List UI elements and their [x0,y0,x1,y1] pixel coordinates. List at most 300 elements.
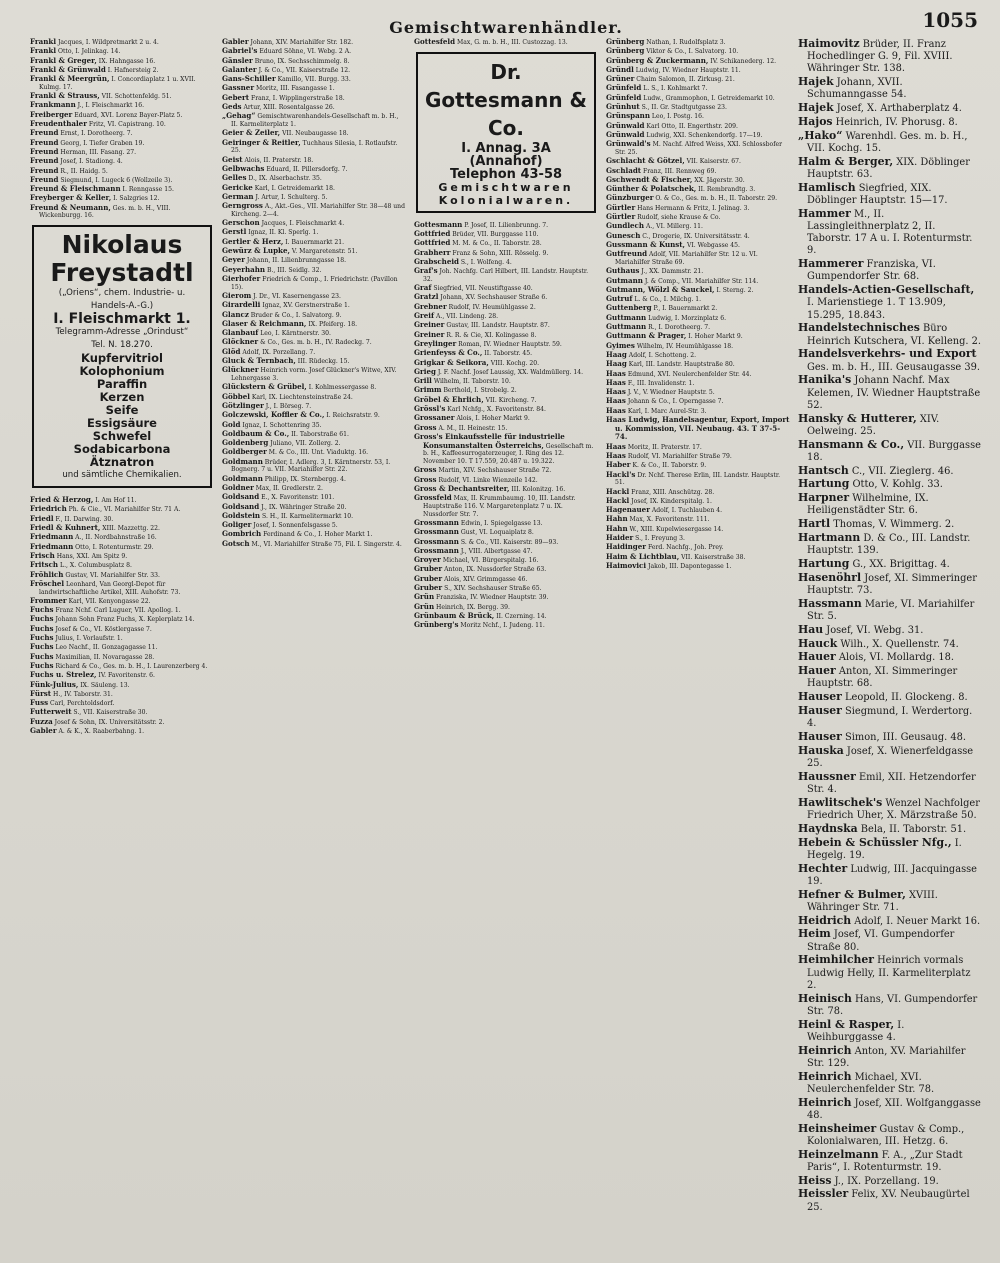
directory-entry [606,562,790,571]
entry-address: Johann, XVII. Schumanngasse 54. [807,77,907,101]
entry-name: Grüner [606,74,635,84]
entry-name: Glancz [222,309,249,319]
entry-name: Hauck [798,636,838,650]
directory-entry [222,219,406,228]
directory-entry [222,458,406,474]
entry-address: Anton, XV. Mariahilfer Str. 129. [807,1045,966,1069]
directory-entry [30,634,214,643]
entry-name: Grimm [414,385,442,395]
entry-name: Fuzza [30,716,53,726]
entry-address: M., II. Lassingleithnerplatz 2, II. Taborstr. 17 A u. I. Rotenturmstr. 9. [807,208,973,257]
entry-name: Hantsch [798,463,849,477]
entry-address: Gust, VI. Loquaiplatz 8. [458,529,534,537]
entry-address: Heinrich vormals Ludwig Helly, II. Karmeliterplatz 2. [807,955,971,991]
entry-address: Büro Heinrich Kutschera, VI. Kelleng. 2. [807,323,982,347]
entry-address: VII. Kaiserstr. 67. [684,158,741,166]
entry-address: Franz & Sohn, XIII. Rösselg. 9. [450,249,549,257]
entry-name: Haider [606,533,634,543]
directory-entry [606,286,790,295]
entry-name: Fuchs [30,633,54,643]
entry-name: Gross [414,465,437,475]
entry-name: Gewürz & Lupke, [222,246,290,256]
entry-name: Graf [414,283,432,293]
ad-line-1: Gemischtwaren [438,180,574,194]
entry-name: Grigkar & Seikora, [414,357,489,367]
entry-address: Wilhelm, II. Taborstr. 10. [431,378,511,386]
entry-name: Gelbwachs [222,163,265,173]
directory-entry [798,665,982,690]
entry-address: Ph. & Cie., VI. Mariahilfer Str. 71 A. [66,506,181,514]
entry-address: VII. Burggasse 18. [807,439,981,463]
entry-name: Gottesfeld [414,37,456,46]
directory-entry [606,388,790,397]
entry-name: Geds [222,102,242,112]
entry-address: Max, II. Gredlerstr. 2. [253,484,323,492]
entry-name: Fuchs [30,642,54,652]
entry-address: Jakob, III. Dapontegasse 1. [646,562,732,570]
entry-address: J., IX. Währinger Straße 20. [259,503,347,511]
directory-entry [798,731,982,744]
entry-name: Gottesmann [414,219,463,229]
entry-address: XVIII. Währinger Str. 71. [807,889,938,913]
entry-address: O. & Co., Ges. m. b. H., II. Taborstr. 29. [653,195,778,203]
entry-address: M. M. & Co., II. Taborstr. 28. [450,240,542,248]
entry-address: Hans, XXI. Am Spitz 9. [54,552,128,560]
entry-address: Brüder, I. Adlerg. 3, I. Kärntnerstr. 53, I. Bognerg. 7 u. VII. Mariahilfer Str. 22. [231,458,391,474]
directory-entry [414,303,598,312]
entry-address: Max, G. m. b. H., III. Custozzag. 13. [455,39,568,46]
entry-name: Grünberg's [414,620,459,630]
entry-address: Berthold, I. Strobelg. 2. [441,387,517,395]
column-2 [222,38,406,1214]
entry-name: Freund [30,137,59,147]
entry-address: I. Marienstiege 1. T 13.909, 15.295, 18.843. [807,297,946,321]
entry-address: Karl Nchfg., X. Favoritenstr. 84. [445,406,546,414]
page-number: 1055 [922,8,978,32]
entry-address: Warenhdl. Ges. m. b. H., VII. Kochg. 15. [807,130,968,154]
entry-address: Bruno, IX. Sechsschimmelg. 8. [252,57,350,65]
directory-entry [798,116,982,129]
entry-name: Gratzl [414,292,439,302]
entry-address: Max, II. Krummbaumg. 10, III. Landstr. Hauptstraße 116. V. Margaretenplatz 7 u. IX. Nussdorfer Str. 7. [423,495,576,518]
directory-entry [414,494,598,518]
entry-name: Gierhofer [222,273,261,283]
entry-address: Karl Otto, II. Engerthstr. 209. [644,122,738,130]
directory-entry [798,993,982,1018]
entry-name: Grossmann [414,536,459,546]
entry-name: Gründl [606,64,634,74]
entry-address: Alois, XIV. Grimmgasse 46. [442,575,528,583]
entry-name: Göbbel [222,391,250,401]
entry-address: Johann, XV. Sechshauser Straße 6. [438,294,548,302]
directory-entry [798,837,982,862]
entry-address: Artur, XIII. Rosentalgasse 26. [241,104,335,112]
entry-name: Gundlech [606,221,645,231]
directory-entry [798,1149,982,1174]
ad-ware: Kolophonium [79,364,165,379]
entry-name: Goldmann [222,456,263,466]
directory-entry [798,1175,982,1188]
entry-name: Goldsand [222,501,260,511]
entry-name: Gross's Einkaufsstelle für industrielle Konsumanstalten Österreichs, [414,431,565,450]
entry-address: Josef & Sohn, IX. Universitätsstr. 2. [52,718,165,726]
entry-address: I. Kohlmessergasse 8. [306,384,377,392]
entry-address: R., I. Dorotheerg. 7. [646,324,711,332]
directory-entry [606,351,790,360]
entry-name: Hauser [798,703,842,717]
entry-address: Josef, IX. Kinderspitalg. 1. [629,497,712,505]
entry-name: Gold [222,419,241,429]
entry-name: Gruber [414,583,443,593]
directory-entry [414,359,598,368]
directory-entry [414,593,598,602]
directory-entry [414,466,598,475]
directory-entry [798,532,982,557]
entry-address: Eduard, II. Pillersdorfg. 7. [264,165,348,173]
entry-address: R. R. & Cie, XI. Kolingasse 8. [444,331,537,339]
entry-address: I. Reichsratstr. 9. [324,412,380,420]
entry-name: Grün [414,601,435,611]
entry-name: Gericke [222,182,253,192]
entry-name: Hauser [798,690,842,704]
directory-entry [606,488,790,497]
directory-entry [30,625,214,634]
entry-name: Friedrich [30,504,67,514]
entry-address: Viktor & Co., I. Salvatorg. 10. [644,48,739,56]
entry-address: S., XIV. Sechshauser Straße 65. [442,585,542,593]
entry-address: F., II. Darwing. 30. [53,515,114,523]
entry-address: Johann, XIV. Mariahilfer Str. 182. [248,39,354,46]
entry-address: Ernst, I. Dorotheerg. 7. [58,130,133,138]
entry-name: Haim & Lichtblau, [606,551,680,561]
directory-entry [798,638,982,651]
entry-address: Otto, V. Kohlg. 33. [849,479,943,491]
entry-name: Grünberg [606,37,645,46]
entry-name: Gutmann, Wölzl & Sauckel, [606,284,715,294]
entry-address: II. Taborstraße 61. [289,430,349,438]
entry-name: Harpner [798,491,850,505]
entry-address: A. & K., X. Raaberbahng. 1. [56,727,145,735]
entry-address: Martin, XIV. Sechshauser Straße 72. [436,467,552,475]
entry-address: Ges. m. b. H., VIII. Wickenburgg. 16. [39,204,171,220]
entry-address: Anton, XI. Simmeringer Hauptstr. 68. [807,666,958,690]
entry-name: Grieg [414,366,436,376]
entry-name: Hackl's [606,469,636,479]
entry-address: J. Artur, I. Schulterg. 5. [253,193,328,201]
entry-address: Kamillo, VII. Burgg. 33. [275,76,351,84]
entry-name: Graf's [414,266,438,276]
directory-entry [222,275,406,291]
directory-entry [798,102,982,115]
entry-address: Ignaz, XV. Gerstnerstraße 1. [260,302,350,310]
directory-entry [30,38,214,47]
directory-columns [30,38,982,1214]
directory-entry [798,1123,982,1148]
entry-address: S. & Co., VII. Kaiserstr. 89—93. [458,538,559,546]
entry-address: A., VI. Millerg. 11. [644,223,703,231]
entry-address: Thomas, V. Wimmerg. 2. [830,519,955,531]
directory-entry [414,547,598,556]
entry-address: Jacques, I. Wildpretmarkt 2 u. 4. [56,39,159,46]
entry-name: Grill [414,376,432,386]
entry-name: Gabler [222,37,249,46]
page-header [30,8,982,38]
entry-address: S., I. Freyung 3. [633,535,685,543]
entry-address: Simon, III. Geusaug. 48. [841,731,966,743]
entry-address: Gesellschaft m. b. H., Kaffeesurrogaterzeuger, I. Ring des 12. November 10. T 17.559, 20.487 u. 19.322. [423,442,594,466]
entry-name: Hawlitschek's [798,795,883,809]
directory-entry [222,112,406,128]
entry-name: Hartung [798,477,850,491]
entry-address: III. Rüdeckg. 15. [295,358,350,366]
entry-name: Haimovici [606,560,647,570]
directory-entry [222,139,406,155]
entry-name: Gschlacht & Götzel, [606,156,685,166]
entry-name: Heissler [798,1187,849,1201]
entry-name: Hassmann [798,596,862,610]
ad-line-2: Kolonialwaren. [438,193,574,207]
ad-title: Nikolaus Freystadtl [50,230,194,288]
entry-address: Alois, I. Hoher Markt 9. [454,415,530,423]
entry-address: Wilhelmine, IX. Heiligenstädter Str. 6. [807,493,929,517]
entry-address: VII. Neubaugasse 18. [280,130,349,138]
entry-name: Greiner [414,329,445,339]
entry-address: I. Salzgries 12. [111,195,160,203]
entry-name: Futterweit [30,707,72,717]
entry-name: Grün [414,592,435,602]
directory-entry [798,478,982,491]
entry-name: Freund [30,174,59,184]
entry-name: Götzlinger [222,400,264,410]
entry-name: Guttmann [606,322,647,332]
entry-address: Ges. m. b. H., III. Geusaugasse 39. [807,361,980,373]
ad-ware: Schwefel [92,429,152,444]
ad-wares-list [40,352,204,469]
entry-name: Gruber [414,573,443,583]
entry-name: Hefner & Bulmer, [798,887,906,901]
entry-name: Grünwald's [606,139,651,149]
entry-name: Haussner [798,769,856,783]
entry-name: Gschladt [606,165,642,175]
entry-address: I. Hafnersteig 2. [105,66,159,74]
entry-address: Eduard Söhne, VI. Webg. 2 A. [257,48,352,56]
entry-name: Gluck & Ternbach, [222,356,296,366]
entry-address: Karl, I. Getreidemarkt 18. [252,184,335,192]
entry-address: Siegmund, I. Lugeck 6 (Wollzeile 3). [58,176,173,184]
entry-name: Haas [606,377,626,387]
entry-name: Gottfried [414,238,451,248]
entry-name: Fuchs [30,623,54,633]
entry-name: Guttmann & Prager, [606,331,687,341]
entry-name: Hansky & Hutterer, [798,411,917,425]
entry-name: Hanika's [798,373,852,387]
entry-name: Freund & Fleischmann [30,184,121,194]
entry-address: J., IX. Porzellang. 19. [831,1175,939,1187]
entry-name: Grossmann [414,527,459,537]
entry-address: Michael, XVI. Neulerchenfelder Str. 78. [807,1071,935,1095]
entry-name: Gross [414,422,437,432]
entry-name: Gierom [222,290,252,300]
directory-entry [798,863,982,888]
directory-entry [798,691,982,704]
entry-address: S., II. Gr. Stadtgutgasse 23. [639,104,727,112]
directory-entry [798,598,982,623]
entry-name: Handels-Actien-Gesellschaft, [798,283,975,297]
entry-name: Grössl's [414,404,446,414]
entry-name: Grossfeld [414,493,452,503]
entry-address: XIX. Döblinger Hauptstr. 63. [807,156,970,180]
entry-name: Hauser [798,729,842,743]
directory-entry [222,338,406,347]
directory-entry [606,250,790,266]
entry-name: Heidrich [798,913,852,927]
ad-address: I. Annag. 3A (Annahof) [461,140,551,169]
entry-name: Geyerhahn [222,264,266,274]
entry-address: Otto, I. Rotenturmstr. 29. [73,543,154,551]
directory-entry [798,439,982,464]
directory-entry [798,182,982,207]
directory-entry [798,518,982,531]
entry-name: Frankmann [30,100,76,110]
directory-entry [222,247,406,256]
entry-address: Josef, X. Wienerfeldgasse 25. [807,745,974,769]
directory-entry [606,443,790,452]
entry-name: Greiner [414,320,445,330]
entry-name: Fuchs u. Strelez, [30,670,97,680]
entry-address: A. M., II. Heinestr. 15. [436,424,508,432]
entry-name: Fuchs [30,614,54,624]
entry-address: L. & Co., I. Milchg. 1. [632,296,702,304]
entry-name: Gröbel & Ehrlich, [414,394,484,404]
entry-name: Gassner [222,83,255,93]
entry-address: J., VIII. Albertgasse 47. [458,547,533,555]
entry-name: Freudenthaler [30,119,87,129]
entry-name: Haimovitz [798,37,860,50]
entry-name: Grünwald [606,120,645,130]
entry-address: VI. Webgasse 45. [685,241,740,249]
entry-address: Max, X. Favoritenstr. 111. [627,516,710,524]
entry-name: Hartl [798,517,831,531]
entry-name: Gabriel's [222,46,258,56]
entry-address: Leo, I. Kärntnerstr. 30. [258,330,331,338]
entry-name: Goldstein [222,510,261,520]
entry-name: Goliger [222,520,252,530]
directory-entry [30,643,214,652]
entry-address: Josef, VI. Webg. 31. [823,624,924,636]
entry-address: IX. Säuleng. 13. [78,681,130,689]
directory-entry [798,928,982,953]
entry-address: Franziska, IV. Wiedner Hauptstr. 39. [434,594,549,602]
entry-name: Fritsch [30,560,59,570]
entry-name: „Hako“ [798,128,843,142]
entry-name: Gschwendt & Fischer, [606,174,693,184]
directory-entry [30,204,214,220]
entry-name: Glaser & Reichmann, [222,318,307,328]
entry-name: Haas [606,396,626,406]
directory-entry [30,727,214,736]
entry-name: Frankl [30,46,57,56]
ad-phone: Telephon 43-58 [449,166,563,182]
entry-name: Haas [606,387,626,397]
entry-address: VII. Schottenfeldg. 51. [99,93,172,101]
entry-name: Gürtler [606,212,636,222]
entry-address: Leopold, II. Glockeng. 8. [841,692,968,704]
entry-name: Heinsheimer [798,1121,877,1135]
entry-address: III. Kolonitzg. 16. [509,485,566,493]
entry-name: Freund [30,165,59,175]
directory-entry [222,84,406,93]
entry-address: Wenzel Nachfolger Friedrich Uher, X. Märzstraße 50. [807,797,980,821]
directory-entry [606,360,790,369]
entry-address: Karl, III. Landstr. Hauptstraße 80. [626,361,735,369]
entry-name: Fürst [30,688,52,698]
entry-address: Ferd. Nachfg., Joh. Prey. [646,544,724,552]
entry-name: Gürtler [606,202,636,212]
entry-name: Hackl [606,495,630,505]
directory-entry [606,379,790,388]
entry-name: Goldsand [222,492,260,502]
entry-address: Ludwig, XXI. Schenkendorfg. 17—19. [644,131,763,139]
entry-address: J. & Comp., VII. Mariahilfer Str. 114. [642,277,759,285]
entry-name: Greylinger [414,338,457,348]
entry-address: A., II. Nordbahnstraße 16. [73,534,157,542]
entry-name: Hansmann & Co., [798,437,905,451]
ad-ware: Kupfervitriol [81,351,163,366]
directory-entry [798,1097,982,1122]
entry-name: Gänsler [222,55,253,65]
directory-entry [414,414,598,423]
entry-address: P. Josef, II. Lilienbrunng. 7. [462,221,549,229]
entry-name: Frankl & Meergrün, [30,74,110,84]
directory-entry [798,208,982,258]
entry-address: Gemischtwarenhandels-Gesellschaft m. b. H., II. Karmeliterplatz 1. [231,113,399,129]
directory-entry [30,606,214,615]
entry-address: Maximilian, II. Novaragasse 28. [53,653,155,661]
entry-address: Adolf, I. Tuchlauben 4. [649,507,723,515]
entry-address: Philipp, IX. Sternbergg. 4. [262,475,346,483]
entry-name: Glöckner [222,337,259,347]
entry-name: Goldmann [222,473,263,483]
entry-name: Grünspann [606,111,650,121]
entry-address: G., XX. Brigittag. 4. [849,559,950,570]
entry-address: S., I. Wolfeng. 4. [459,258,512,266]
entry-name: Grossmann [414,517,459,527]
entry-address: J. V., V. Wiedner Hauptstr. 5. [625,389,715,397]
entry-address: I. Concordiaplatz 1 u. XVII. Kulmg. 17. [39,76,196,91]
entry-name: German [222,191,254,201]
entry-name: Haas [606,450,626,460]
entry-address: Bela, II. Taborstr. 51. [857,823,967,835]
entry-name: Gebert [222,92,250,102]
entry-address: E., X. Favoritenstr. 101. [259,494,335,502]
entry-name: Hahn [606,523,628,533]
directory-entry [30,653,214,662]
entry-address: Emil, XII. Hetzendorfer Str. 4. [807,771,976,795]
entry-name: Gotsch [222,538,250,548]
entry-address: Josef, VI. Gumpendorfer Straße 80. [807,929,955,953]
entry-name: Günther & Polatschek, [606,184,697,194]
directory-entry [222,366,406,382]
entry-name: Hartmann [798,531,861,544]
entry-name: Frommer [30,595,67,605]
entry-address: Friedrich & Comp., I. Friedrichstr. (Pavillon 15). [231,275,398,291]
entry-name: Heinisch [798,991,852,1005]
entry-address: Wilh., X. Quellenstr. 74. [837,638,959,650]
entry-address: A., VII. Lindeng. 28. [434,313,499,321]
entry-address: Franziska, VI. Gumpendorfer Str. 68. [807,259,936,283]
entry-address: IX. Pfeiferg. 18. [306,320,358,328]
entry-address: Josef, I. Sonnenfelsgasse 5. [251,522,338,530]
